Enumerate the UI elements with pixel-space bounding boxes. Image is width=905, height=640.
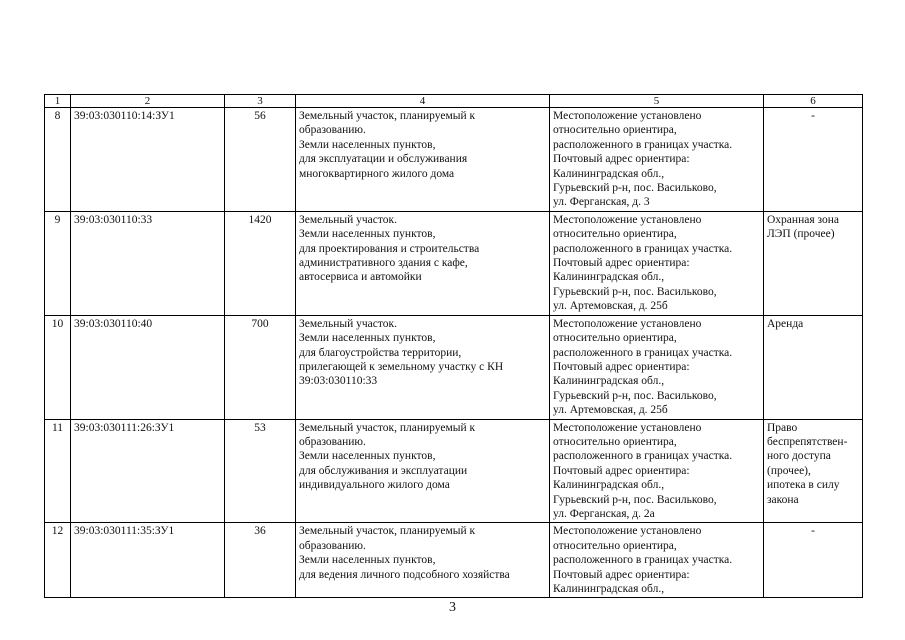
location-cell bbox=[550, 523, 764, 598]
table-row bbox=[45, 108, 863, 212]
location-cell-line: Гурьевский р-н, пос. Васильково, bbox=[553, 285, 717, 298]
location-cell-line: расположенного в границах участка. bbox=[553, 138, 733, 151]
header-cell: 2 bbox=[71, 95, 225, 108]
location-cell-line: Почтовый адрес ориентира: bbox=[553, 360, 690, 373]
location-cell-line: Калининградская обл., bbox=[553, 271, 665, 284]
location-cell-line: ул. Ферганская, д. 2а bbox=[553, 507, 655, 520]
description-cell-line: Земли населенных пунктов, bbox=[299, 450, 436, 463]
encumbrance-cell bbox=[764, 315, 863, 419]
row-number-cell: 12 bbox=[45, 523, 71, 598]
page-number: 3 bbox=[449, 600, 456, 615]
description-cell-line: Земли населенных пунктов, bbox=[299, 228, 436, 241]
location-cell-line: Калининградская обл., bbox=[553, 583, 665, 595]
row-number-cell: 11 bbox=[45, 419, 71, 523]
location-cell-line: относительно ориентира, bbox=[553, 435, 677, 448]
land-plots-table bbox=[44, 94, 863, 598]
area-cell: 36 bbox=[225, 523, 296, 598]
location-cell bbox=[550, 419, 764, 523]
description-cell-line: образованию. bbox=[299, 435, 366, 448]
location-cell-line: Местоположение установлено bbox=[553, 421, 702, 434]
encumbrance-cell-line: ЛЭП (прочее) bbox=[767, 228, 835, 241]
location-cell-line: ул. Артемовская, д. 25б bbox=[553, 404, 668, 417]
location-cell-line: относительно ориентира, bbox=[553, 332, 677, 345]
encumbrance-cell-line: Право bbox=[767, 421, 798, 434]
encumbrance-cell bbox=[764, 108, 863, 212]
header-cell: 3 bbox=[225, 95, 296, 108]
location-cell-line: Местоположение установлено bbox=[553, 525, 702, 538]
header-cell: 6 bbox=[764, 95, 863, 108]
description-cell-line: Земли населенных пунктов, bbox=[299, 332, 436, 345]
description-cell-line: для благоустройства территории, bbox=[299, 346, 462, 359]
description-cell-line: Земельный участок, планируемый к bbox=[299, 110, 476, 122]
location-cell-line: относительно ориентира, bbox=[553, 539, 677, 552]
description-cell-line: Земельный участок. bbox=[299, 213, 397, 226]
area-cell: 700 bbox=[225, 315, 296, 419]
cadastral-number-cell: 39:03:030110:40 bbox=[71, 315, 225, 419]
encumbrance-cell-line: (прочее), bbox=[767, 464, 811, 477]
location-cell-line: ул. Ферганская, д. 3 bbox=[553, 196, 650, 209]
description-cell-line: для ведения личного подсобного хозяйства bbox=[299, 568, 510, 581]
cadastral-number-cell: 39:03:030110:33 bbox=[71, 211, 225, 315]
description-cell-line: прилегающей к земельному участку с КН bbox=[299, 360, 504, 373]
location-cell-line: Местоположение установлено bbox=[553, 213, 702, 226]
encumbrance-cell-line: беспрепятствен- bbox=[767, 435, 848, 448]
location-cell-line: относительно ориентира, bbox=[553, 228, 677, 241]
encumbrance-cell bbox=[764, 419, 863, 523]
description-cell-line: Земельный участок, планируемый к bbox=[299, 421, 476, 434]
description-cell-line: автосервиса и автомойки bbox=[299, 271, 422, 284]
encumbrance-cell-line: - bbox=[811, 110, 815, 122]
location-cell-line: расположенного в границах участка. bbox=[553, 554, 733, 567]
encumbrance-cell-line: Охранная зона bbox=[767, 213, 839, 226]
description-cell-line: 39:03:030110:33 bbox=[299, 375, 378, 388]
description-cell bbox=[296, 523, 550, 598]
location-cell-line: Местоположение установлено bbox=[553, 110, 702, 122]
encumbrance-cell-line: закона bbox=[767, 493, 799, 506]
description-cell-line: Земельный участок. bbox=[299, 317, 397, 330]
location-cell-line: Гурьевский р-н, пос. Васильково, bbox=[553, 182, 717, 195]
encumbrance-cell-line: Аренда bbox=[767, 317, 804, 330]
description-cell bbox=[296, 315, 550, 419]
header-cell: 4 bbox=[296, 95, 550, 108]
encumbrance-cell-line: ного доступа bbox=[767, 450, 831, 463]
description-cell-line: для проектирования и строительства bbox=[299, 242, 480, 255]
description-cell-line: Земельный участок, планируемый к bbox=[299, 525, 476, 538]
description-cell-line: Земли населенных пунктов, bbox=[299, 554, 436, 567]
description-cell-line: многоквартирного жилого дома bbox=[299, 167, 455, 180]
location-cell-line: расположенного в границах участка. bbox=[553, 242, 733, 255]
location-cell-line: Гурьевский р-н, пос. Васильково, bbox=[553, 389, 717, 402]
location-cell-line: Калининградская обл., bbox=[553, 167, 665, 180]
row-number-cell: 10 bbox=[45, 315, 71, 419]
location-cell-line: Почтовый адрес ориентира: bbox=[553, 568, 690, 581]
encumbrance-cell-line: ипотека в силу bbox=[767, 479, 840, 492]
location-cell-line: Почтовый адрес ориентира: bbox=[553, 464, 690, 477]
area-cell: 56 bbox=[225, 108, 296, 212]
encumbrance-cell-line: - bbox=[811, 525, 815, 538]
area-cell: 53 bbox=[225, 419, 296, 523]
cadastral-number-cell: 39:03:030110:14:ЗУ1 bbox=[71, 108, 225, 212]
location-cell-line: Калининградская обл., bbox=[553, 375, 665, 388]
column-number-header-row bbox=[45, 95, 863, 108]
location-cell-line: Почтовый адрес ориентира: bbox=[553, 257, 690, 270]
location-cell-line: ул. Артемовская, д. 25б bbox=[553, 300, 668, 313]
location-cell-line: расположенного в границах участка. bbox=[553, 450, 733, 463]
location-cell-line: Местоположение установлено bbox=[553, 317, 702, 330]
table-row bbox=[45, 211, 863, 315]
row-number-cell: 9 bbox=[45, 211, 71, 315]
description-cell-line: административного здания с кафе, bbox=[299, 257, 468, 270]
description-cell-line: индивидуального жилого дома bbox=[299, 479, 450, 492]
location-cell bbox=[550, 211, 764, 315]
cadastral-number-cell: 39:03:030111:26:ЗУ1 bbox=[71, 419, 225, 523]
area-cell: 1420 bbox=[225, 211, 296, 315]
location-cell-line: Гурьевский р-н, пос. Васильково, bbox=[553, 493, 717, 506]
description-cell bbox=[296, 419, 550, 523]
description-cell bbox=[296, 108, 550, 212]
location-cell bbox=[550, 315, 764, 419]
table-row bbox=[45, 419, 863, 523]
table-row bbox=[45, 523, 863, 598]
cadastral-number-cell: 39:03:030111:35:ЗУ1 bbox=[71, 523, 225, 598]
description-cell bbox=[296, 211, 550, 315]
description-cell-line: для эксплуатации и обслуживания bbox=[299, 153, 468, 166]
encumbrance-cell bbox=[764, 523, 863, 598]
location-cell-line: расположенного в границах участка. bbox=[553, 346, 733, 359]
description-cell-line: образованию. bbox=[299, 539, 366, 552]
row-number-cell: 8 bbox=[45, 108, 71, 212]
location-cell bbox=[550, 108, 764, 212]
description-cell-line: образованию. bbox=[299, 124, 366, 137]
location-cell-line: Почтовый адрес ориентира: bbox=[553, 153, 690, 166]
encumbrance-cell bbox=[764, 211, 863, 315]
header-cell: 5 bbox=[550, 95, 764, 108]
table-body bbox=[45, 95, 863, 598]
description-cell-line: для обслуживания и эксплуатации bbox=[299, 464, 468, 477]
location-cell-line: Калининградская обл., bbox=[553, 479, 665, 492]
table-row bbox=[45, 315, 863, 419]
location-cell-line: относительно ориентира, bbox=[553, 124, 677, 137]
description-cell-line: Земли населенных пунктов, bbox=[299, 138, 436, 151]
header-cell: 1 bbox=[45, 95, 71, 108]
